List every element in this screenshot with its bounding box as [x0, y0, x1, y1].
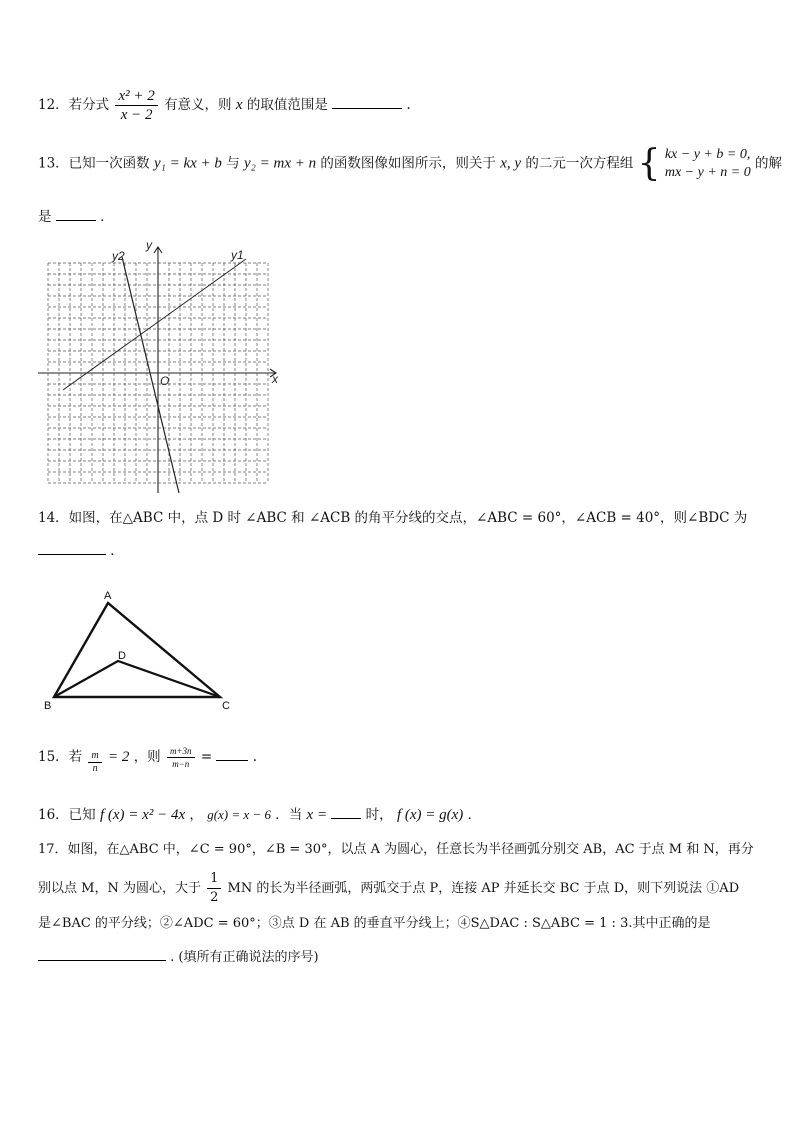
q16-comma: ，: [189, 807, 203, 823]
q15-f2-den: m−n: [172, 759, 190, 769]
q13-vars: x, y: [500, 155, 522, 172]
q16-mid2: 时，: [365, 807, 393, 823]
line-y2: [122, 257, 179, 493]
q17-half-num: 1: [207, 870, 221, 889]
y-axis-label: y: [146, 238, 152, 252]
q12-suffix: 的取值范围是: [246, 97, 328, 113]
question-17-line2: [38, 870, 739, 907]
q17-half-den: 2: [210, 890, 219, 905]
q17-line1: 17．如图，在△ABC 中，∠C = 90°，∠B = 30°，以点 A 为圆心，任意长为半径画弧分别交 AB，AC 于点 M 和 N，再分: [38, 842, 754, 857]
q12-numerator: x² + 2: [115, 87, 157, 106]
q12-variable: x: [235, 97, 243, 113]
q16-g: g(x) = x − 6: [207, 807, 271, 822]
q12-denominator: x − 2: [120, 107, 153, 123]
q13-end: ．: [100, 209, 114, 225]
q15-tail: =: [200, 749, 213, 765]
question-15: [38, 740, 257, 775]
q16-eq: f (x) = g(x): [396, 807, 464, 823]
question-13: [38, 143, 783, 184]
question-12: [38, 87, 411, 124]
q15-fraction-1: [88, 750, 101, 775]
bisectors-bd-dc: [54, 661, 220, 697]
answer-blank[interactable]: [216, 746, 248, 761]
question-13-line2: [38, 206, 114, 227]
q17-line3: 是∠BAC 的平分线；②∠ADC = 60°；③点 D 在 AB 的垂直平分线上；④S△DAC : S△ABC = 1 : 3.其中正确的是: [38, 916, 711, 931]
q16-prefix: 16．已知: [38, 807, 96, 823]
q16-end: ．: [467, 807, 482, 823]
q12-fraction: [115, 87, 157, 124]
origin-label: O: [160, 374, 170, 388]
x-axis-label: x: [272, 372, 278, 386]
q14-end: ．: [110, 543, 124, 559]
q13-line2: 是: [38, 209, 52, 225]
q13-mid: 的函数图像如图所示，则关于: [320, 155, 496, 172]
question-17-line3: [38, 914, 710, 934]
line-y2-label: y2: [112, 249, 125, 263]
answer-blank[interactable]: [38, 540, 106, 555]
q17-line4-end: . (填所有正确说法的序号): [170, 950, 319, 965]
q13-function-2: y₂ = mx + n: [244, 155, 317, 172]
q15-f2-num: m+3n: [167, 745, 195, 758]
system-brace: {: [637, 143, 661, 184]
q15-f1-num: m: [88, 750, 101, 763]
answer-blank[interactable]: [38, 946, 166, 961]
q15-mid: ，则: [133, 749, 161, 765]
line-y1: [63, 259, 246, 390]
axes: [38, 247, 276, 493]
question-17-line4: [38, 946, 319, 968]
q13-suffix: 的解: [755, 155, 783, 172]
q13-prefix: 13．已知一次函数: [38, 155, 150, 172]
q12-end: .: [406, 97, 411, 113]
q12-prefix: 12．若分式: [38, 97, 110, 113]
q13-conj: 与: [226, 155, 240, 172]
equation-2: mx − y + n = 0: [664, 165, 751, 180]
q17-line2b: MN 的长为半径画弧，两弧交于点 P，连接 AP 并延长交 BC 于点 D，则下列说法 ①AD: [227, 881, 740, 896]
q16-xeq: x =: [306, 807, 328, 823]
equation-1: kx − y + b = 0,: [664, 147, 751, 162]
question-16: [38, 804, 481, 825]
label-a: A: [104, 590, 112, 602]
label-d: D: [118, 650, 126, 662]
answer-blank[interactable]: [56, 206, 96, 221]
triangle-figure: [40, 585, 240, 715]
q16-f: f (x) = x² − 4x: [99, 807, 186, 823]
question-14-line2: [38, 540, 124, 561]
q15-end: .: [252, 749, 258, 765]
q17-line2a: 别以点 M，N 为圆心，大于: [38, 881, 201, 896]
q15-prefix: 15．若: [38, 749, 83, 765]
answer-blank[interactable]: [332, 94, 402, 109]
question-14: [38, 508, 747, 528]
q13-function-1: y₁ = kx + b: [153, 155, 222, 172]
q12-mid: 有意义，则: [164, 97, 232, 113]
q16-mid: ．当: [275, 807, 303, 823]
label-b: B: [44, 700, 52, 712]
q15-fraction-2: [167, 745, 195, 770]
line-y1-label: y1: [231, 248, 244, 262]
q17-half-fraction: [207, 870, 221, 907]
function-graph: [36, 237, 286, 497]
label-c: C: [222, 700, 230, 712]
equation-system: [665, 146, 751, 182]
q13-mid2: 的二元一次方程组: [525, 155, 634, 172]
q14-line1: 14．如图，在△ABC 中，点 D 时 ∠ABC 和 ∠ACB 的角平分线的交点，∠ABC = 60°，∠ACB = 40°，则∠BDC 为: [38, 510, 748, 526]
q15-f1-den: n: [92, 763, 98, 774]
question-17: [38, 840, 754, 860]
q15-eq: = 2: [108, 749, 130, 765]
answer-blank[interactable]: [331, 804, 361, 819]
